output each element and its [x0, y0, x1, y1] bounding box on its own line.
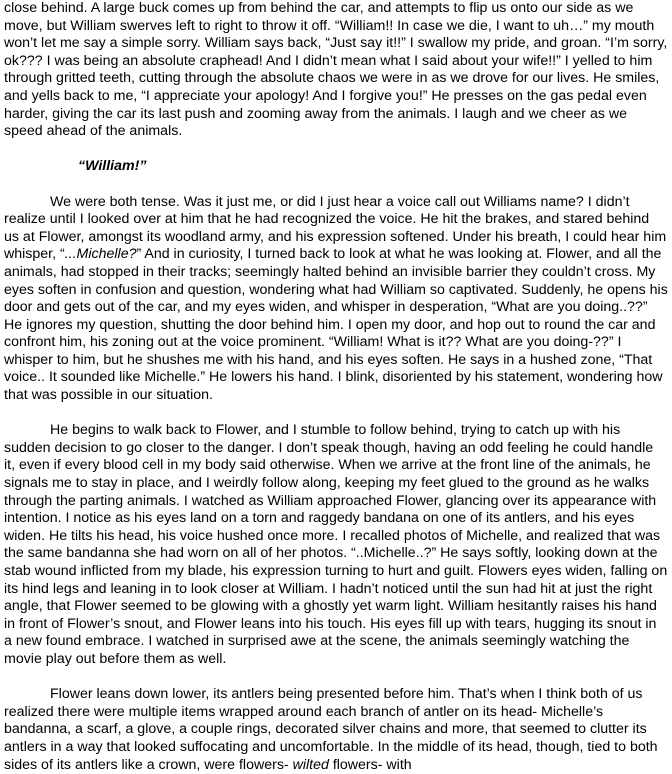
paragraph-spacer	[4, 669, 668, 687]
section-heading-william: “William!”	[78, 158, 147, 175]
paragraph-text-italic: ...Michelle?	[64, 246, 137, 263]
paragraph-text-part: flowers- with	[328, 756, 412, 773]
paragraph-text: He begins to walk back to Flower, and I stumble to follow behind, trying to catch up with his sudden decision to go closer to the danger. I don’t speak though, having an odd feeling he could handle it, even if every blood cell in my body said otherwise. When we arrive at the front line of the animals, he signals me to stay in place, and I weirdly follow along, keeping my feet glued to the ground as he walks through the parting animals. I watched as William approached Flower, glancing over its appearance with intention. I notice as his eyes land on a torn and raggedy bandana on one of its antlers, and his eyes widen. He tilts his head, his voice hushed once more. I recalled photos of Michelle, and realized that was the same bandanna she had worn on all of her photos. “..Michelle..?” He says softly, looking down at the stab wound inflicted from my blade, his expression turning to hurt and guilt. Flowers eyes widen, falling on its hind legs and leaning in to look closer at William. I hadn’t noticed until the sun had hit at just the right angle, that Flower seemed to be glowing with a ghostly yet warm light. William hesitantly raises his hand in front of Flower’s snout, and Flower leans into his touch. His eyes fill up with tears, hugging its snout in a new found embrace. I watched in surprised awe at the scene, the animals seemingly watching the movie play out before them as well.	[4, 422, 672, 667]
paragraph-text: close behind. A large buck comes up from behind the car, and attempts to flip us onto our side as we move, but William swerves left to right to throw it off. “William!! In case we die, I want to uh…” my mouth won’t let me say a simple sorry. William says back, “Just say it!!” I swallow my pride, and groan. “I’m sorry, ok??? I was being an absolute craphead! And I didn’t mean what I said about your wife!!” I yelled to him through gritted teeth, cutting through the absolute chaos we were in as we drove for our lives. He smiles, and yells back to me, “I appreciate your apology! And I forgive you!” He presses on the gas pedal even harder, giving the car its last push and zooming away from the animals. I laugh and we cheer as we speed ahead of the animals.	[4, 0, 672, 140]
paragraph-recognition	[4, 193, 672, 405]
paragraph-text-italic: wilted	[292, 756, 329, 773]
paragraph-approach-flower	[4, 422, 672, 668]
paragraph-spacer	[4, 141, 668, 159]
paragraph-spacer	[4, 176, 668, 194]
paragraph-text-part: We were both tense. Was it just me, or did I just hear a voice call out Williams name? I didn’t realize until I looked over at him that he had recognized the voice. He hit the brakes, and stared behind us at Flower, amongst its woodland army, and his expression softened. Under his breath, I could hear him whisper, “	[4, 193, 671, 263]
paragraph-text-part: Flower leans down lower, its antlers being presented before him. That’s when I think both of us realized there were multiple items wrapped around each branch of antler on its head- Michelle’s bandanna, a scarf, a glove, a couple rings, decorated silver chains and more, that seemed to clutter its antlers in a way that looked suffocating and uncomfortable. In the middle of its head, though, tied to both sides of its antlers like a crown, were flowers-	[4, 686, 662, 773]
paragraph-text-part: ” And in curiosity, I turned back to look at what he was looking at. Flower, and all the animals, had stopped in their tracks; seemingly halted behind an invisible barrier they couldn’t cross. My eyes soften in confusion and question, wondering what had William so captivated. Suddenly, he opens his door and gets out of the car, and my eyes widen, and whisper in desperation, “What are you doing..??” He ignores my question, shutting the door behind him. I open my door, and hop out to round the car and confront him, his zoning out at the voice prominent. “William! What is it?? What are you doing-??” I whisper to him, but he shushes me with his hand, and his eyes soften. He says in a hushed zone, “That voice.. It sounded like Michelle.” He lowers his hand. I blink, disoriented by his statement, wondering how that was possible in our situation.	[4, 246, 672, 404]
paragraph-chase-scene	[4, 0, 672, 141]
paragraph-antlers	[4, 686, 668, 774]
paragraph-spacer	[4, 405, 668, 423]
